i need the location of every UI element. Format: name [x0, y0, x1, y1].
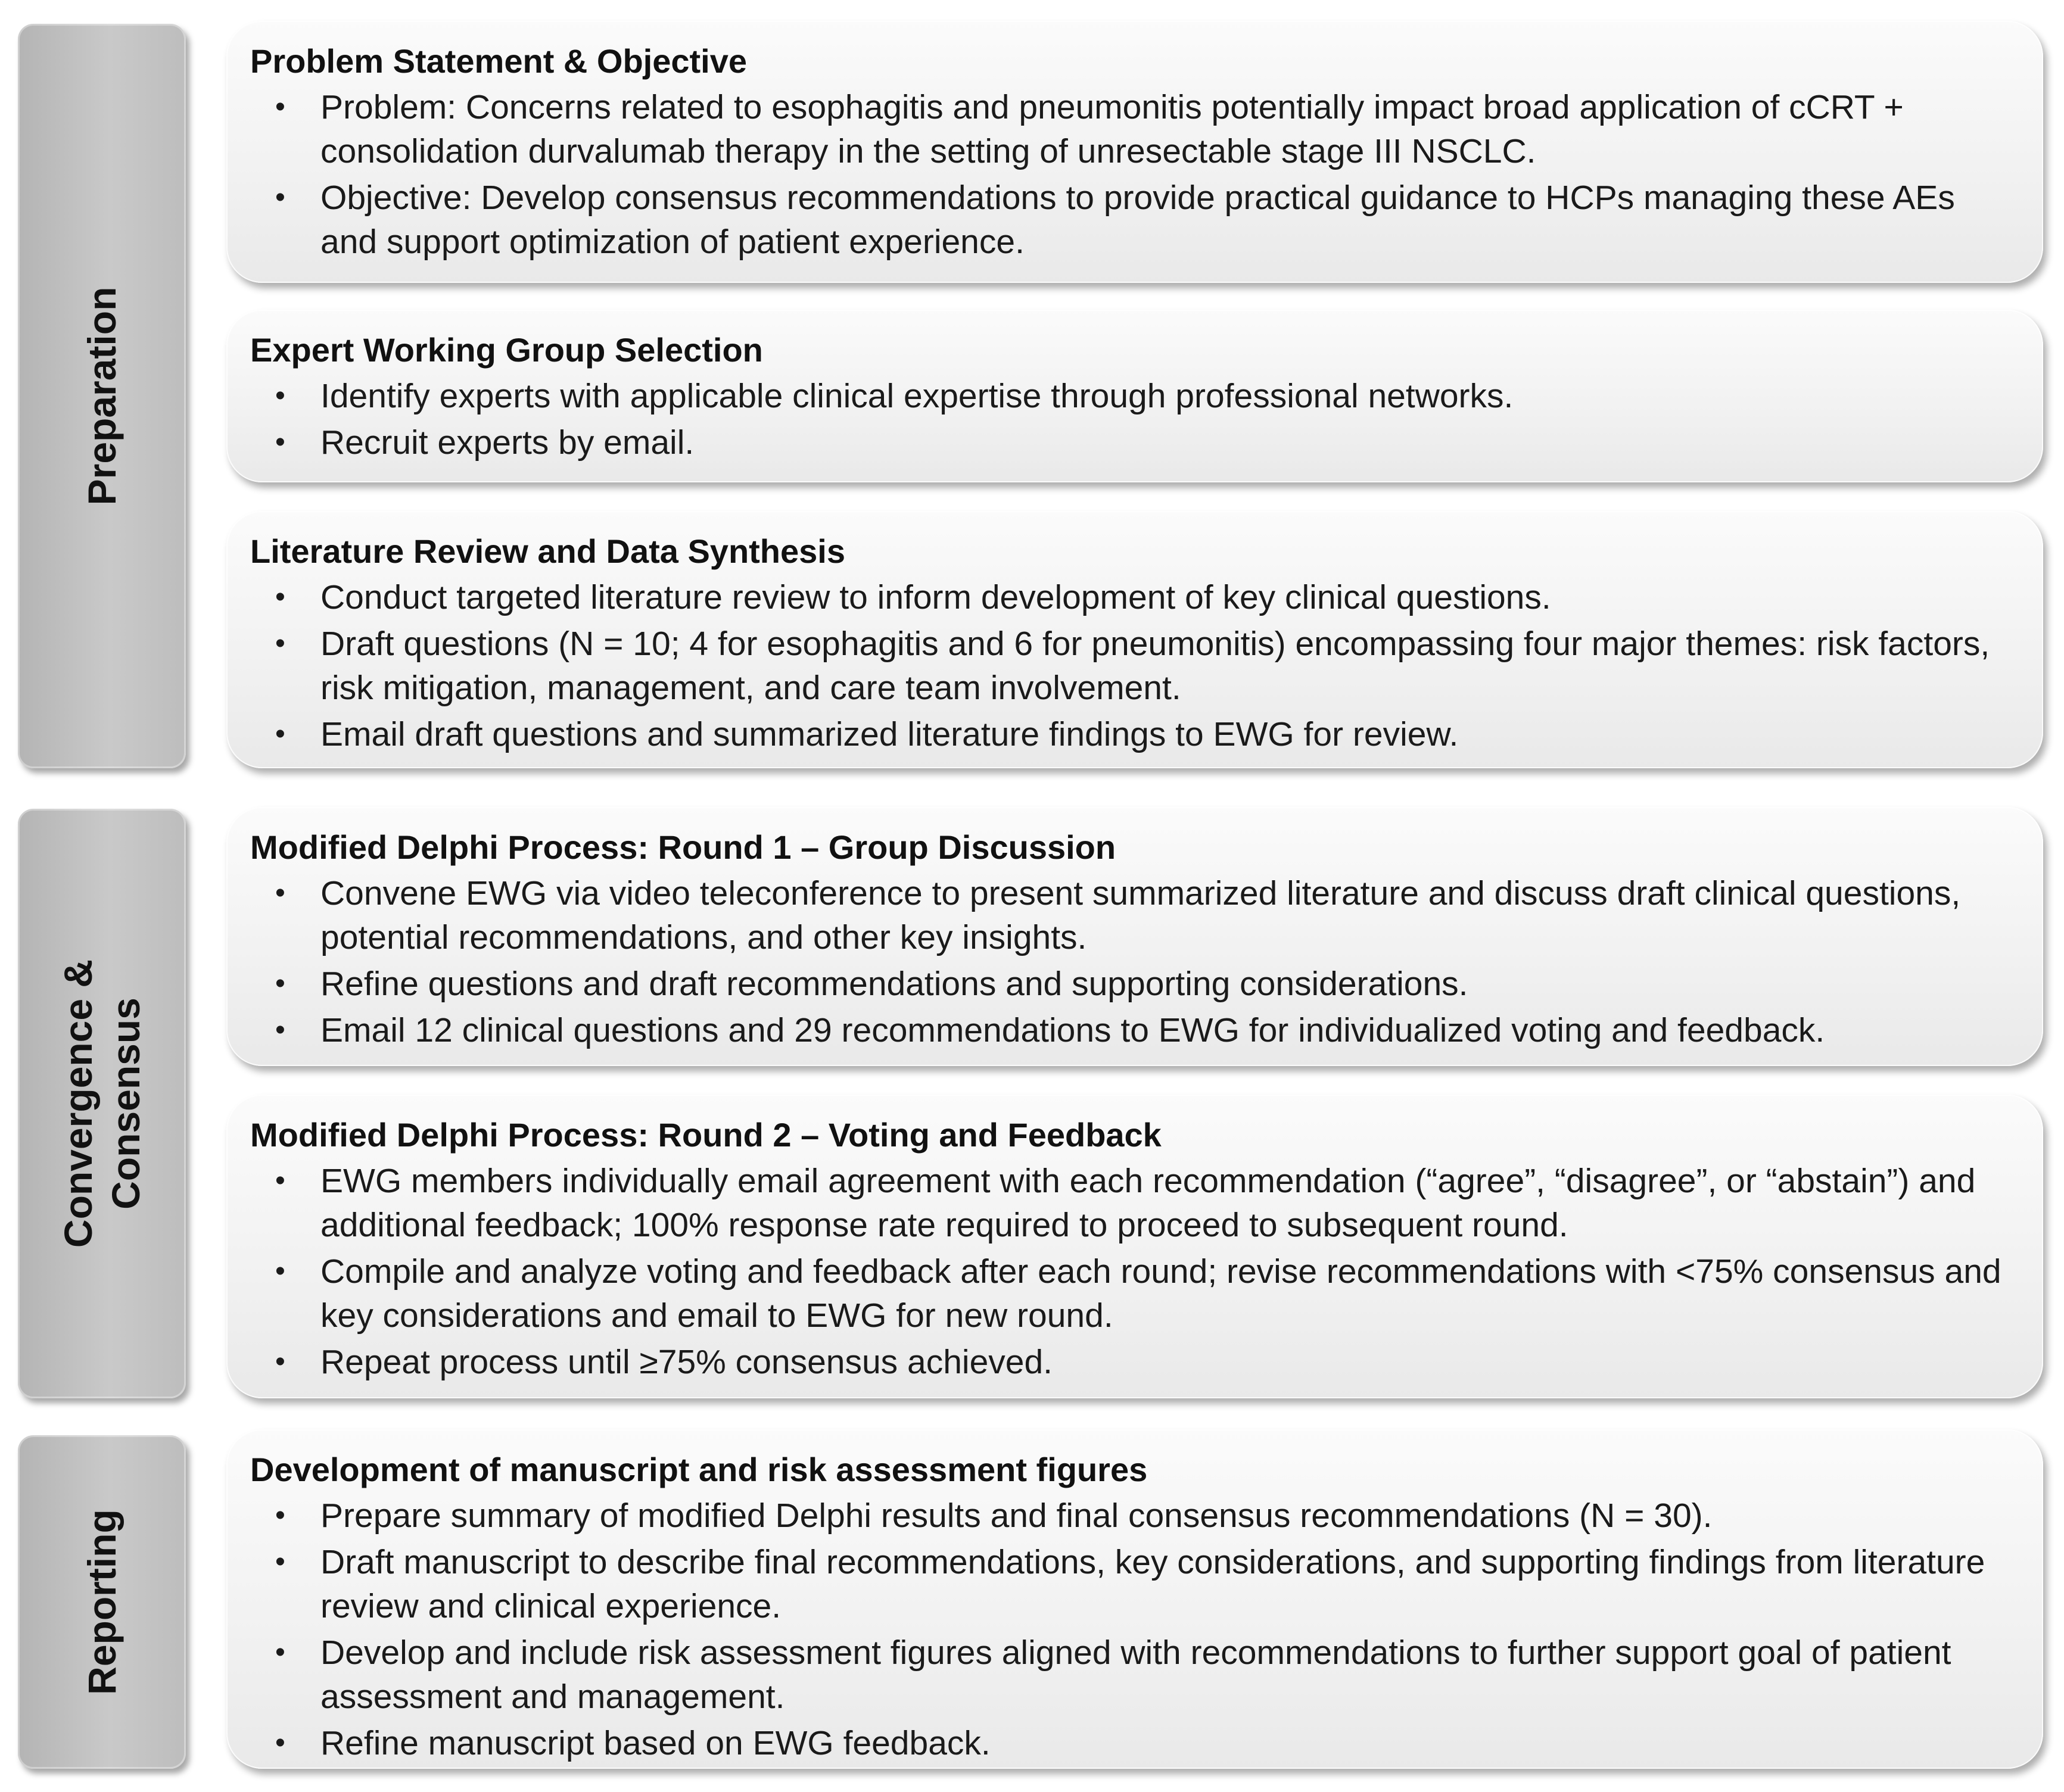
bullet-list — [250, 575, 2007, 756]
bullet-item: • Recruit experts by email. — [250, 420, 2007, 465]
step-expert-working-group — [226, 310, 2043, 482]
bullet-item: • Draft questions (N = 10; 4 for esophagitis and 6 for pneumonitis) encompassing four major themes: risk factors, risk mitigation, management, and care team involvement. — [250, 622, 2007, 710]
step-literature-review — [226, 511, 2043, 768]
step-problem-statement — [226, 21, 2043, 283]
bullet-list — [250, 85, 2007, 264]
bullet-item: • Repeat process until ≥75% consensus achieved. — [250, 1340, 2007, 1384]
step-title: Literature Review and Data Synthesis — [250, 532, 846, 570]
bullet-item: • EWG members individually email agreement with each recommendation (“agree”, “disagree”, or “abstain”) and additional feedback; 100% response rate required to proceed to subsequent round. — [250, 1159, 2007, 1247]
bullet-item: • Problem: Concerns related to esophagitis and pneumonitis potentially impact broad application of cCRT + consolidation durvalumab therapy in the setting of unresectable stage III NSCLC. — [250, 85, 2007, 173]
bullet-item: • Email draft questions and summarized literature findings to EWG for review. — [250, 712, 2007, 756]
step-title: Modified Delphi Process: Round 1 – Group Discussion — [250, 828, 1116, 866]
phase-reporting — [18, 1435, 186, 1769]
step-title: Problem Statement & Objective — [250, 42, 748, 80]
bullet-item: • Refine questions and draft recommendations and supporting considerations. — [250, 962, 2007, 1006]
bullet-list — [250, 871, 2007, 1052]
bullet-item: • Draft manuscript to describe final recommendations, key considerations, and supporting findings from literature review and clinical experience. — [250, 1540, 2007, 1628]
bullet-item: • Convene EWG via video teleconference to present summarized literature and discuss draft clinical questions, potential recommendations, and other key insights. — [250, 871, 2007, 959]
bullet-item: • Refine manuscript based on EWG feedback. — [250, 1721, 2007, 1765]
bullet-item: • Prepare summary of modified Delphi results and final consensus recommendations (N = 30). — [250, 1494, 2007, 1538]
bullet-item: • Objective: Develop consensus recommendations to provide practical guidance to HCPs managing these AEs and support optimization of patient experience. — [250, 176, 2007, 264]
phase-preparation — [18, 24, 186, 768]
bullet-item: • Compile and analyze voting and feedback after each round; revise recommendations with <75% consensus and key considerations and email to EWG for new round. — [250, 1249, 2007, 1338]
phase-reporting-label: Reporting — [80, 1509, 124, 1695]
step-title: Modified Delphi Process: Round 2 – Voting and Feedback — [250, 1116, 1162, 1154]
phase-convergence-label: Convergence & Consensus — [56, 959, 148, 1248]
bullet-item: • Email 12 clinical questions and 29 recommendations to EWG for individualized voting and feedback. — [250, 1008, 2007, 1052]
phase-convergence-consensus — [18, 809, 186, 1398]
bullet-list — [250, 1159, 2007, 1384]
bullet-item: • Develop and include risk assessment figures aligned with recommendations to further support goal of patient assessment and management. — [250, 1631, 2007, 1719]
bullet-item: • Identify experts with applicable clinical expertise through professional networks. — [250, 374, 2007, 418]
step-manuscript-development — [226, 1429, 2043, 1769]
bullet-list — [250, 374, 2007, 465]
step-title: Development of manuscript and risk assessment figures — [250, 1451, 1148, 1488]
step-delphi-round-1 — [226, 807, 2043, 1066]
step-title: Expert Working Group Selection — [250, 331, 763, 369]
bullet-list — [250, 1494, 2007, 1765]
phase-preparation-label: Preparation — [80, 286, 124, 506]
step-delphi-round-2 — [226, 1095, 2043, 1398]
bullet-item: • Conduct targeted literature review to inform development of key clinical questions. — [250, 575, 2007, 619]
